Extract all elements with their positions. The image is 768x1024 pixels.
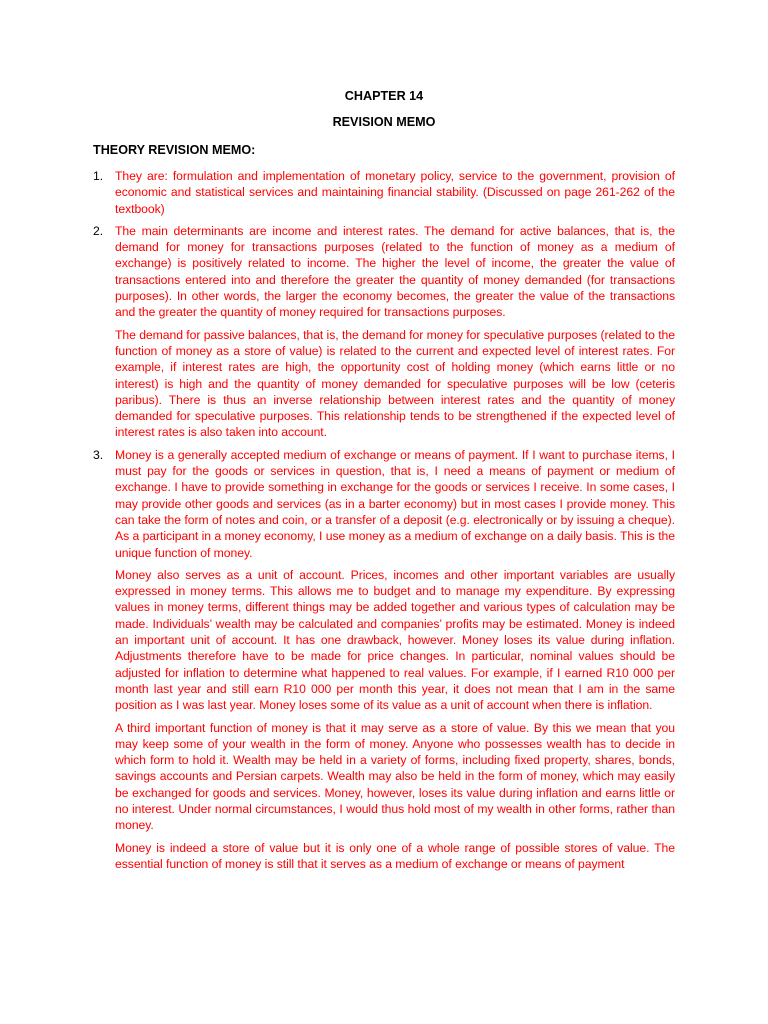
memo-item-3	[93, 447, 675, 872]
answer-paragraph: Money is indeed a store of value but it is only one of a whole range of possible stores of value. The essential function of money is still that it serves as a medium of exchange or means of payment	[115, 840, 675, 871]
answer-paragraph: Money is a generally accepted medium of exchange or means of payment. If I want to purchase items, I must pay for the goods or services in question, that is, I need a means of payment or medium of exchange. I have to provide something in exchange for the goods or services I receive. In some cases, I may provide other goods and services (as in a barter economy) but in most cases I provide money. This can take the form of notes and coin, or a transfer of a deposit (e.g. electronically or by issuing a cheque). As a participant in a money economy, I use money as a medium of exchange on a daily basis. This is the unique function of money.	[115, 447, 675, 560]
answer-paragraph: A third important function of money is that it may serve as a store of value. By this we mean that you may keep some of your wealth in the form of money. Anyone who possesses wealth has to decide in which form to hold it. Wealth may be held in a variety of forms, including fixed property, shares, bonds, savings accounts and Persian carpets. Wealth may also be held in the form of money, which may easily be exchanged for goods and services. Money, however, loses its value during inflation and earns little or no interest. Under normal circumstances, I would thus hold most of my wealth in other forms, rather than money.	[115, 720, 675, 833]
answer-paragraph: They are: formulation and implementation of monetary policy, service to the government, provision of economic and statistical services and maintaining financial stability. (Discussed on page 261-262 of the textbook)	[115, 169, 675, 216]
answer-paragraph: Money also serves as a unit of account. Prices, incomes and other important variables are usually expressed in money terms. This allows me to budget and to manage my expenditure. By expressing values in money terms, different things may be added together and various types of calculation may be made. Individuals’ wealth may be calculated and companies’ profits may be estimated. Money is indeed an important unit of account. It has one drawback, however. Money loses its value during inflation. Adjustments therefore have to be made for price changes. In particular, nominal values should be adjusted for inflation to determine what happened to real values. For example, if I earned R10 000 per month last year and still earn R10 000 per month this year, it does not mean that I am in the same position as I was last year. Money loses some of its value as a unit of account when there is inflation.	[115, 567, 675, 713]
memo-item-2	[93, 223, 675, 441]
section-heading: THEORY REVISION MEMO:	[93, 143, 256, 157]
memo-item-1	[93, 168, 675, 217]
document-subtitle: REVISION MEMO	[332, 115, 436, 129]
answer-paragraph: The main determinants are income and interest rates. The demand for active balances, that is, the demand for money for transactions purposes (related to the function of money as a medium of exchange) is positively related to income. The higher the level of income, the greater the value of transactions entered into and therefore the greater the quantity of money demanded (for transactions purposes). In other words, the larger the economy becomes, the greater the value of the transactions and the greater the quantity of money required for transactions purposes.	[115, 223, 675, 320]
item-number: 3.	[93, 447, 104, 462]
item-number: 2.	[93, 223, 104, 238]
item-number: 1.	[93, 169, 104, 183]
chapter-title: CHAPTER 14	[344, 89, 424, 103]
answer-paragraph: The demand for passive balances, that is, the demand for money for speculative purposes (related to the function of money as a store of value) is related to the current and expected level of interest rates. For example, if interest rates are high, the opportunity cost of holding money (which earns little or no interest) is high and the quantity of money demanded for speculative purposes will be low (ceteris paribus). There is thus an inverse relationship between interest rates and the quantity of money demanded for speculative purposes. This relationship tends to be strengthened if the expected level of interest rates is also taken into account.	[115, 327, 675, 440]
memo-answer-list	[93, 168, 675, 878]
